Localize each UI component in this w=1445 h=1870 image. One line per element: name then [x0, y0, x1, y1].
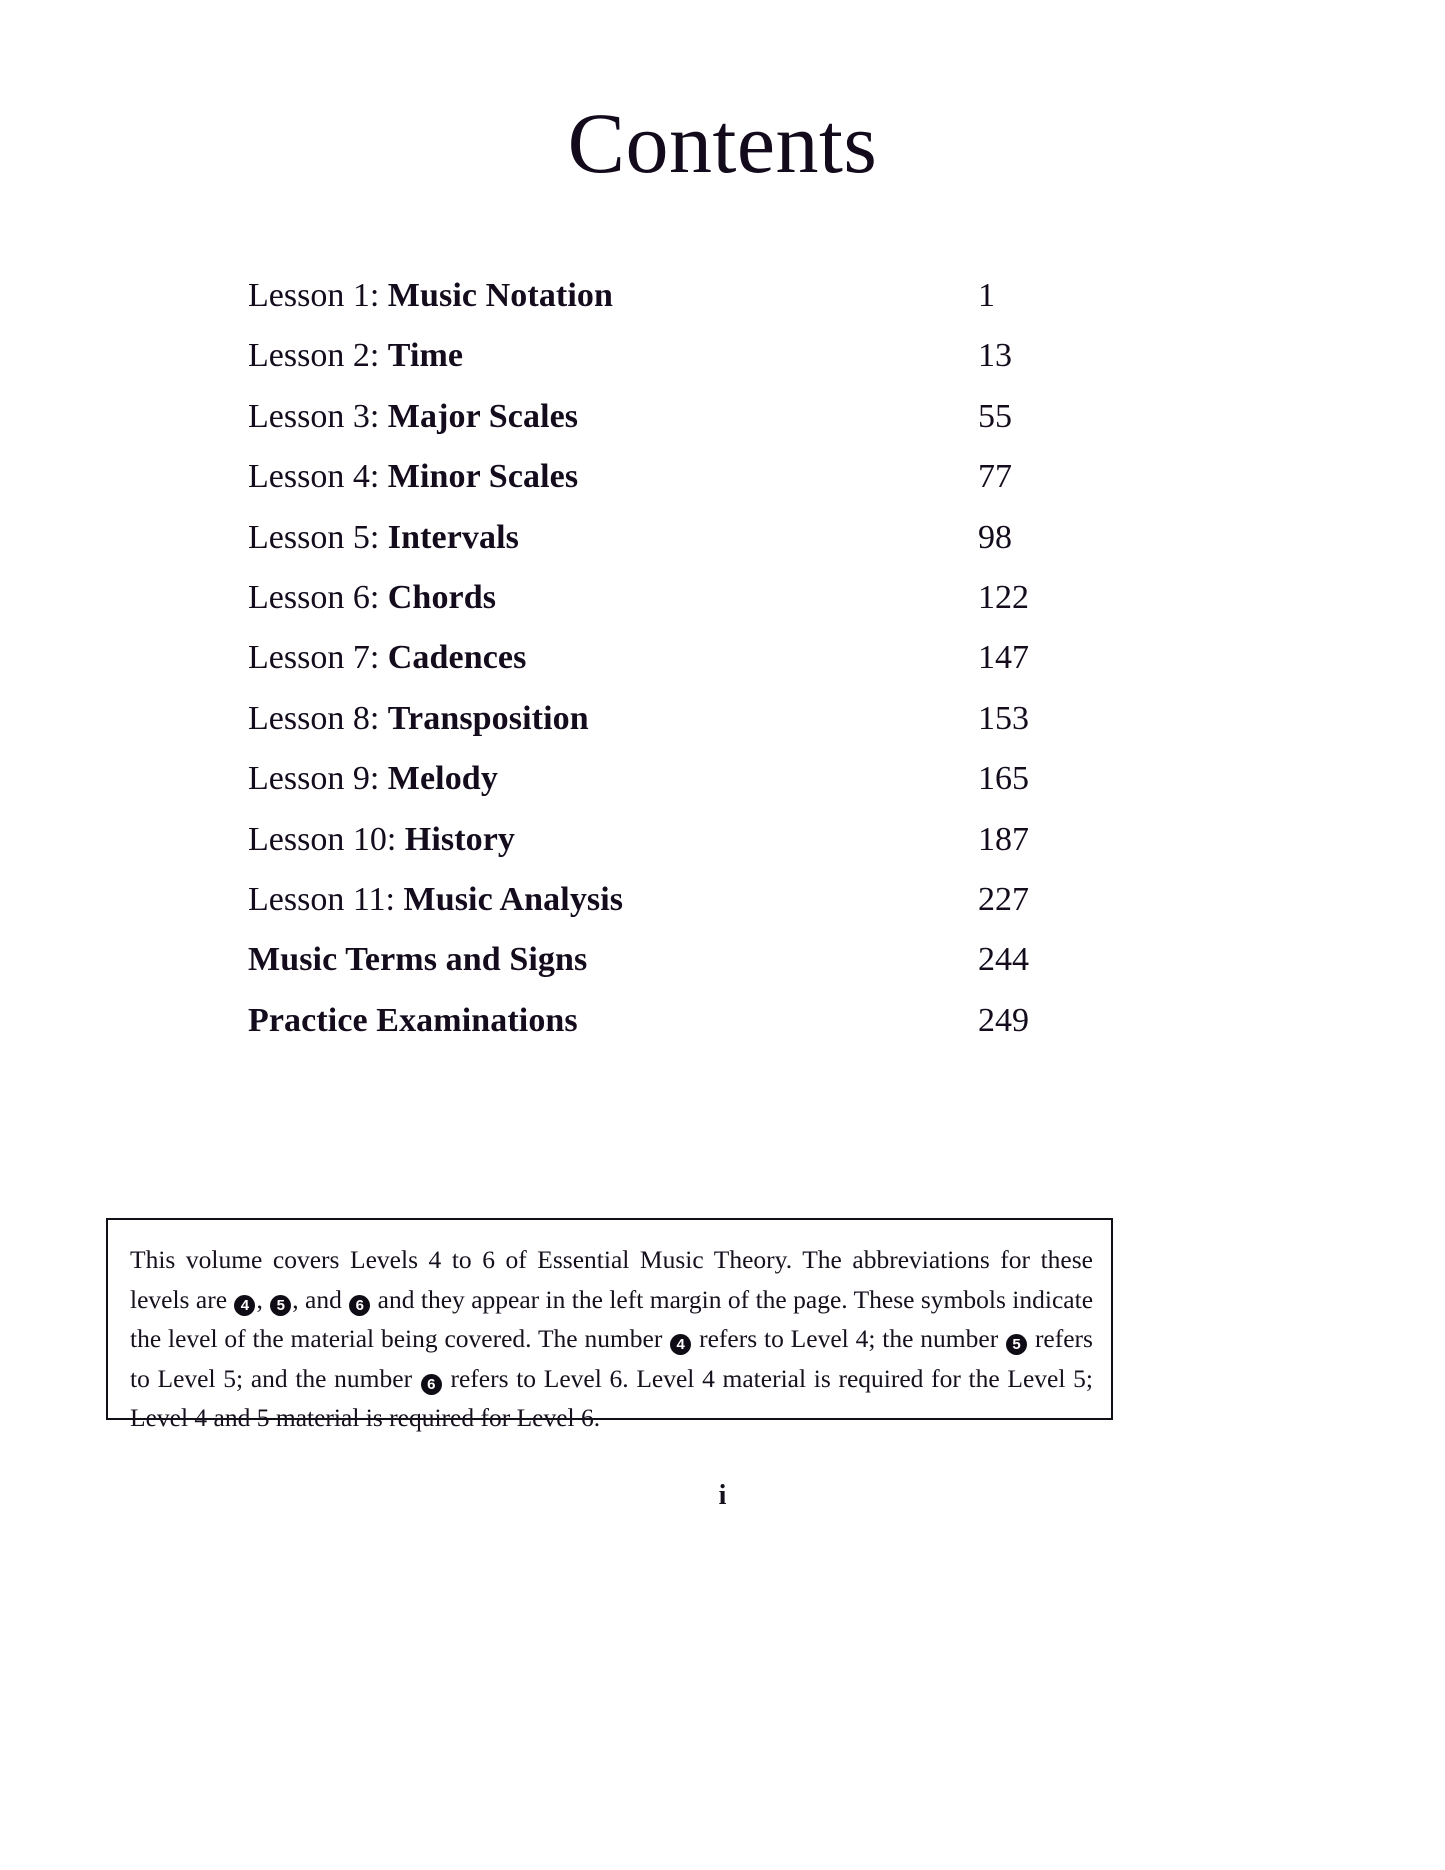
note-text-run: ,	[256, 1284, 270, 1314]
circled-number-icon: 4	[234, 1295, 255, 1316]
note-text-run: refers to Level 6. Level 4 material is required for the Level 5; Level 4 and 5 material is required for Level 6.	[130, 1363, 1093, 1432]
circled-number-icon: 4	[670, 1334, 691, 1355]
toc-entry-prefix: Lesson 9:	[248, 760, 388, 798]
toc-entry-label	[248, 274, 613, 318]
toc-entry-page-number: 1	[978, 277, 995, 314]
toc-entry-title: Transposition	[387, 699, 589, 737]
toc-entry-page-number: 244	[978, 941, 1029, 979]
toc-entry-label	[248, 938, 587, 982]
note-text-run: and they appear in the left margin of the page. These symbols indicate the level of the material being covered. The number	[130, 1284, 1094, 1353]
note-box	[106, 1218, 1113, 1432]
toc-entry-title: Cadences	[387, 639, 527, 677]
toc-entry[interactable]	[248, 516, 1148, 576]
toc-entry[interactable]	[248, 697, 1148, 757]
toc-entry-title: Minor Scales	[387, 458, 579, 496]
toc-entry-title: Intervals	[387, 518, 520, 556]
toc-entry-page-number: 77	[978, 458, 1012, 496]
note-text	[130, 1240, 1093, 1438]
toc-entry-label	[248, 818, 515, 862]
toc-entry-title: Music Analysis	[403, 880, 624, 918]
toc-entry[interactable]	[248, 999, 1148, 1059]
toc-entry-prefix: Lesson 1:	[248, 277, 388, 314]
toc-entry-page-number: 98	[978, 518, 1012, 556]
toc-entry-label	[248, 516, 519, 560]
toc-entry-prefix: Lesson 3:	[248, 397, 388, 435]
toc-entry-title: Chords	[387, 578, 497, 616]
toc-entry-page-number: 153	[978, 699, 1029, 737]
toc-entry[interactable]	[248, 274, 1148, 334]
toc-entry-prefix: Lesson 7:	[248, 639, 388, 677]
toc-entry-page-number: 187	[978, 820, 1029, 858]
toc-entry-prefix: Lesson 8:	[248, 699, 388, 737]
toc-entry-page-number: 165	[978, 760, 1029, 798]
toc-entry-prefix: Lesson 2:	[248, 337, 388, 375]
toc-entry-prefix: Lesson 10:	[248, 820, 405, 858]
toc-entry[interactable]	[248, 576, 1148, 636]
toc-entry-label	[248, 697, 589, 741]
page-title: Contents	[567, 95, 878, 191]
toc-entry-page-number: 249	[978, 1001, 1029, 1039]
toc-entry-label	[248, 576, 496, 620]
toc-entry-title: Practice Examinations	[248, 1001, 578, 1039]
toc-entry-title: Music Terms and Signs	[248, 941, 588, 979]
circled-number-icon: 5	[1006, 1334, 1027, 1355]
circled-number-icon: 6	[421, 1374, 442, 1395]
toc-entry-page-number: 147	[978, 639, 1029, 677]
toc-entry-title: Major Scales	[387, 397, 579, 435]
table-of-contents	[248, 274, 1148, 1059]
circled-number-icon: 6	[349, 1295, 370, 1316]
toc-entry-page-number: 227	[978, 880, 1029, 918]
toc-entry-label	[248, 455, 578, 499]
toc-entry-prefix: Lesson 5:	[248, 518, 388, 556]
toc-entry-title: Melody	[387, 760, 498, 798]
toc-entry[interactable]	[248, 636, 1148, 696]
toc-entry-title: Music Notation	[387, 277, 614, 314]
toc-entry[interactable]	[248, 938, 1148, 998]
toc-entry[interactable]	[248, 878, 1148, 938]
toc-entry-label	[248, 757, 498, 801]
toc-entry[interactable]	[248, 395, 1148, 455]
toc-entry-label	[248, 636, 526, 680]
note-text-run: , and	[292, 1284, 349, 1314]
toc-entry-prefix: Lesson 4:	[248, 458, 388, 496]
toc-entry-page-number: 55	[978, 397, 1012, 435]
toc-entry-label	[248, 334, 463, 378]
note-text-run: This volume covers Levels 4 to 6 of Essential Music Theory. The abbreviations for these levels are	[130, 1245, 1093, 1314]
toc-entry[interactable]	[248, 757, 1148, 817]
toc-entry-title: History	[404, 820, 516, 858]
toc-entry-label	[248, 999, 578, 1043]
note-text-run: refers to Level 4; the number	[692, 1324, 1006, 1353]
toc-entry-label	[248, 878, 623, 922]
page-folio: i	[718, 1480, 727, 1511]
toc-entry-label	[248, 395, 578, 439]
toc-entry[interactable]	[248, 818, 1148, 878]
toc-entry-title: Time	[387, 337, 464, 375]
toc-entry-prefix: Lesson 6:	[248, 578, 388, 616]
toc-entry-page-number: 13	[978, 337, 1012, 375]
circled-number-icon: 5	[270, 1295, 291, 1316]
note-text-run: refers to Level 5; and the number	[130, 1324, 1093, 1393]
toc-entry-page-number: 122	[978, 578, 1029, 616]
toc-entry[interactable]	[248, 455, 1148, 515]
toc-entry-prefix: Lesson 11:	[248, 880, 404, 918]
toc-entry[interactable]	[248, 334, 1148, 394]
